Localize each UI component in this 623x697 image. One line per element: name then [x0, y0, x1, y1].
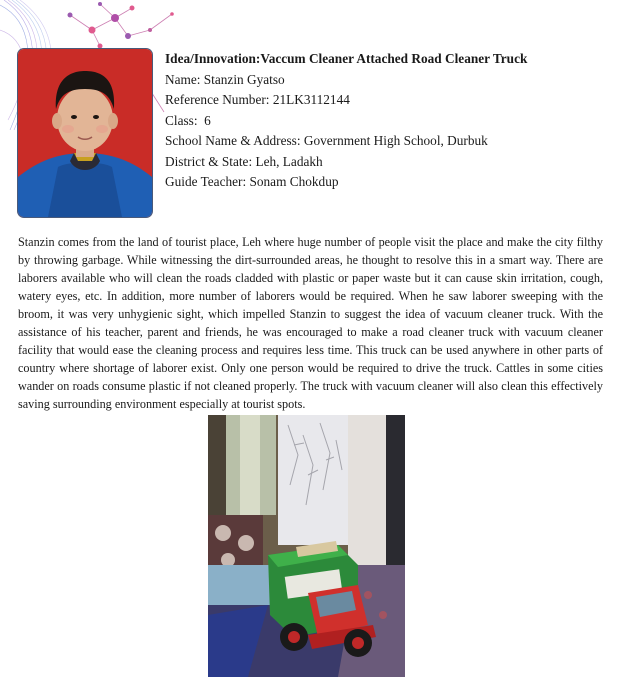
profile-details [165, 49, 605, 193]
student-name: Name: Stanzin Gyatso [165, 71, 285, 87]
district-state: District & State: Leh, Ladakh [165, 153, 323, 169]
truck-model-photo [208, 415, 405, 677]
idea-title: Idea/Innovation:Vaccum Cleaner Attached Road Cleaner Truck [165, 51, 528, 66]
reference-number: Reference Number: 21LK3112144 [165, 92, 350, 107]
guide-teacher: Guide Teacher: Sonam Chokdup [165, 174, 339, 189]
student-class: Class: 6 [165, 112, 211, 128]
school-name-address: School Name & Address: Government High School, Durbuk [165, 133, 488, 148]
description-paragraph: Stanzin comes from the land of tourist place, Leh where huge number of people visit the place and make the city filthy by throwing garbage. While witnessing the dirt-surrounded areas, he thought to resolve this in a smart way. There are laborers available who will clean the roads cladded with plastic or paper waste but it can cause skin irritation, cough, watery eyes, etc. In addition, more number of laborers would be required. When he saw laborer sweeping with the broom, it was very unhygienic sight, which impelled Stanzin to suggest the idea of vacuum cleaner truck. With the assistance of his teacher, parent and friends, he was encouraged to make a road cleaner truck with vacuum cleaner facility that would ease the cleaning process and requires less time. This truck can be used anywhere in other parts of country where shortage of laborer exist. Only one person would be required to drive the truck. Cattles in some cities wander on roads consume plastic if not cleaned properly. The truck with vacuum cleaner will also clean this effectively saving surrounding environment especially at tourist spots. [18, 235, 603, 411]
student-photo [18, 49, 152, 217]
